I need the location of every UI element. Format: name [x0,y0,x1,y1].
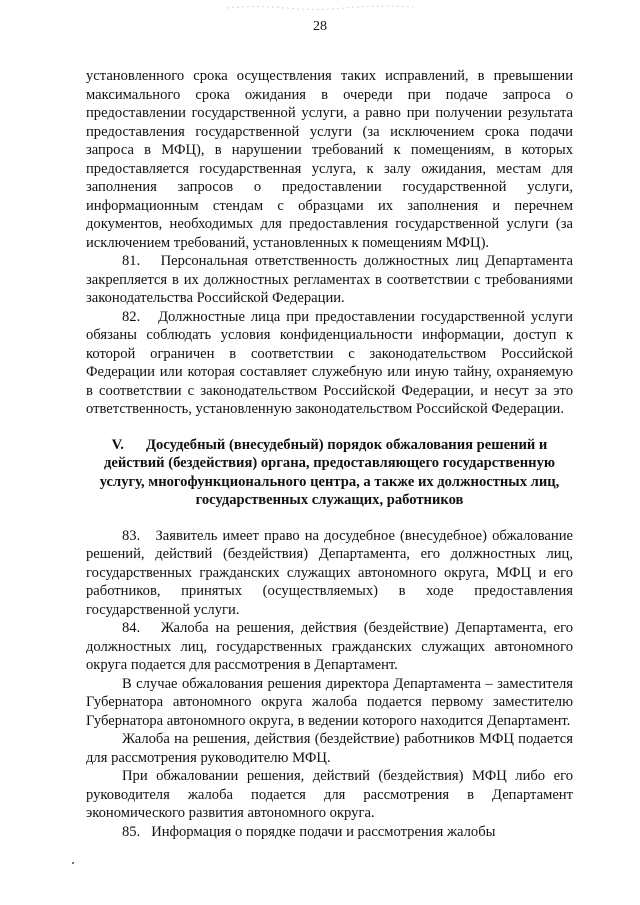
paragraph-continuation: установленного срока осуществления таких исправлений, в превышении максимального срока ожидания в очереди при подаче запроса о предоставлении государственной услуги, а равно при получении результата предоставления государственной услуги (за исключением срока подачи запроса в МФЦ), в нарушении требований к помещениям, в которых предоставляется государственная услуга, к залу ожидания, местам для заполнения запросов о предоставлении государственной услуги, информационным стендам с образцами их заполнения и перечнем документов, необходимых для предоставления государственной услуги (за исключением требований, установленных к помещениям МФЦ). [86,68,573,251]
paragraph-85: 85. Информация о порядке подачи и рассмотрения жалобы [122,823,496,840]
paragraph-81: 81. Персональная ответственность должностных лиц Департамента закрепляется в их должностных регламентах в соответствии с требованиями законодательства Российской Федерации. [86,253,573,306]
section-title: Досудебный (внесудебный) порядок обжалования решений и действий (бездействия) органа, предоставляющего государственную услугу, многофункционального центра, а также их должностных лиц, государственных служащих, работников [99,436,560,508]
scan-artifact [225,4,415,12]
paragraph-82: 82. Должностные лица при предоставлении государственной услуги обязаны соблюдать условия конфиденциальности информации, доступ к которой ограничен в соответствии с законодательством Российской Федерации или которая составляет служебную или иную тайну, охраняемую в соответствии с законодательством Российской Федерации, и несут за это ответственность, установленную законодательством Российской Федерации. [86,308,573,417]
scan-dot [72,862,74,864]
document-body [86,67,573,841]
page-number: 28 [313,19,327,34]
section-number: V. [111,436,124,453]
paragraph-84-mfc-workers: Жалоба на решения, действия (бездействие) работников МФЦ подается для рассмотрения руководителю МФЦ. [86,731,573,766]
paragraph-83: 83. Заявитель имеет право на досудебное (внесудебное) обжалование решений, действий (бездействия) Департамента, его должностных лиц, государственных гражданских служащих автономного округа, МФЦ и его работников, принятых (осуществляемых) в ходе предоставления государственной услуги. [86,527,573,618]
section-heading [86,436,573,510]
paragraph-84: 84. Жалоба на решения, действия (бездействие) Департамента, его должностных лиц, государственных гражданских служащих автономного округа подается для рассмотрения в Департамент. [86,620,573,673]
paragraph-84-mfc: При обжаловании решения, действий (бездействия) МФЦ либо его руководителя жалоба подается для рассмотрения в Департамент экономического развития автономного округа. [86,768,573,821]
paragraph-84-director: В случае обжалования решения директора Департамента – заместителя Губернатора автономного округа жалоба подается первому заместителю Губернатора автономного округа, в ведении которого находится Департамент. [86,675,573,729]
